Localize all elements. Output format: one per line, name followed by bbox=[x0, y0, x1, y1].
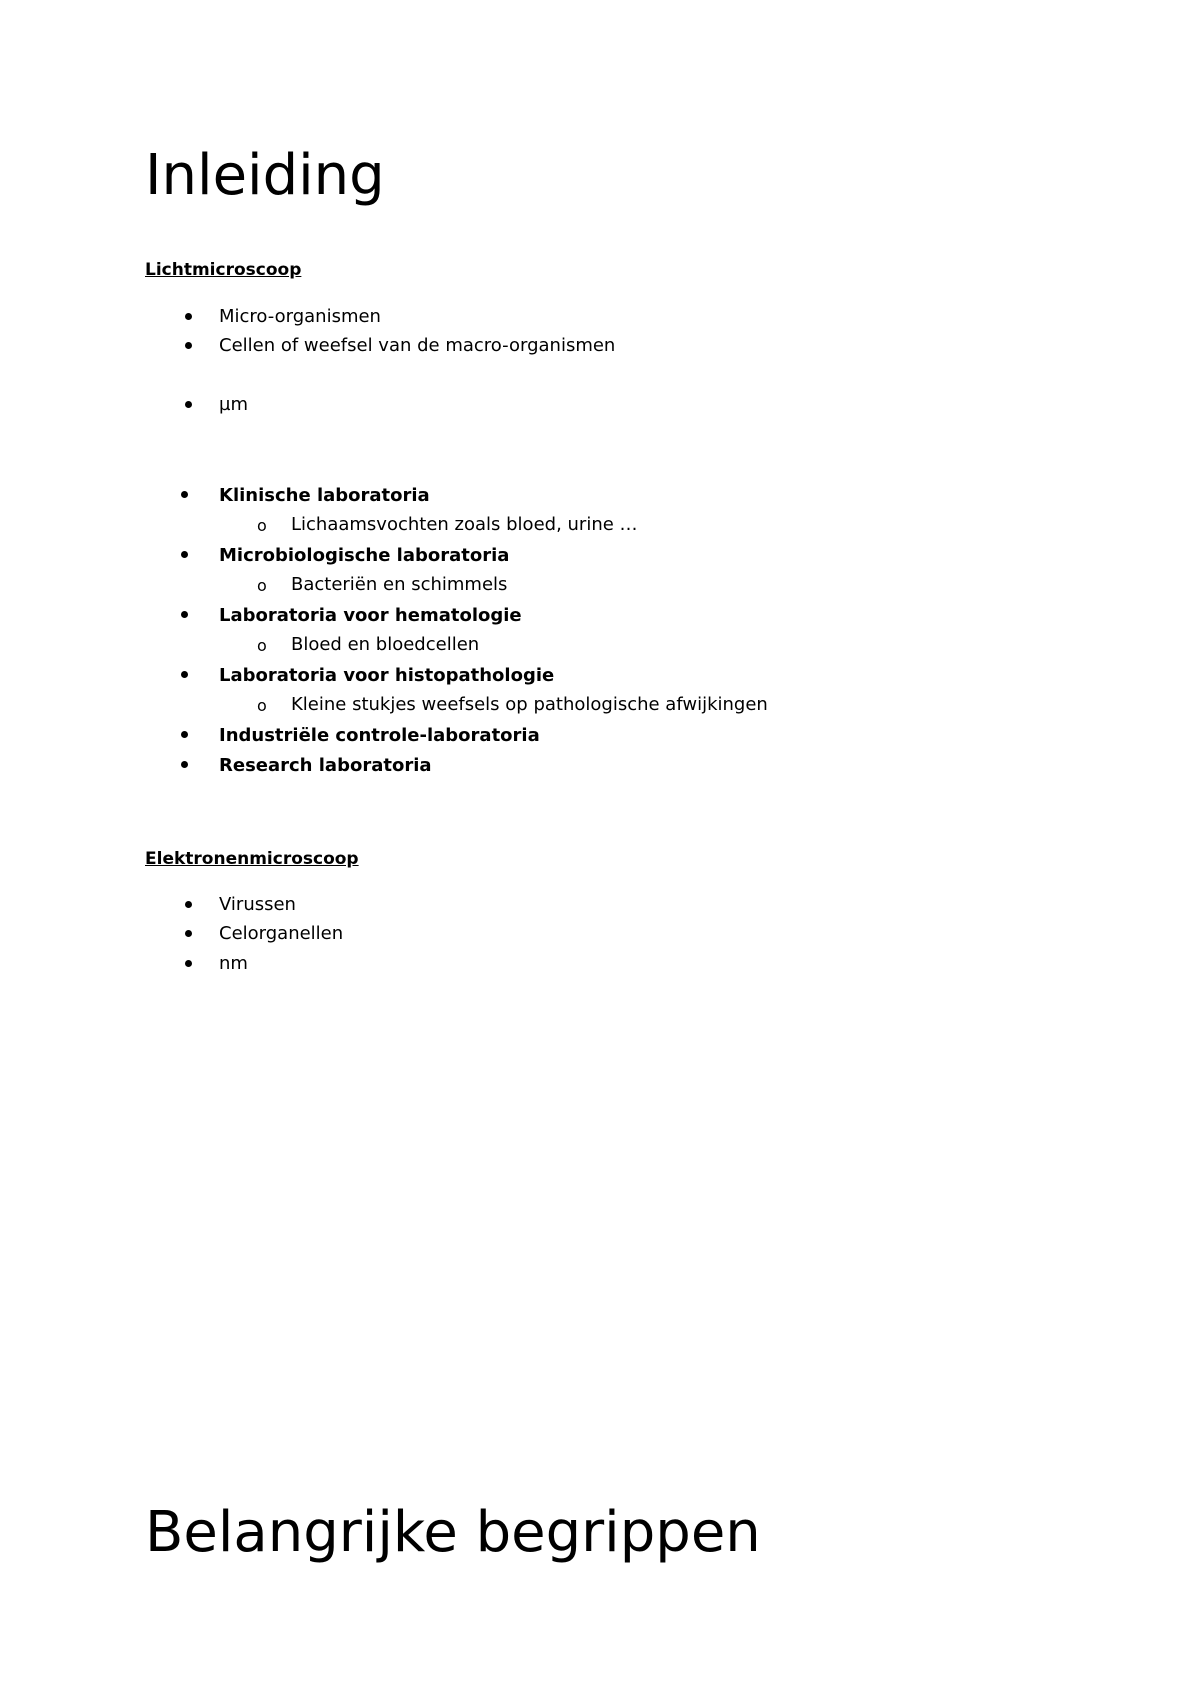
lab-item-histopathologie: Laboratoria voor histopathologie bbox=[219, 665, 555, 686]
lab-item-hematologie: Laboratoria voor hematologie bbox=[219, 605, 522, 626]
sub-bullet-icon: o bbox=[257, 516, 267, 535]
section-heading-lichtmicroscoop: Lichtmicroscoop bbox=[145, 260, 302, 280]
list-item: µm bbox=[219, 394, 248, 415]
bullet-icon bbox=[185, 313, 192, 320]
section-heading-elektronenmicroscoop: Elektronenmicroscoop bbox=[145, 849, 359, 869]
lab-item-research: Research laboratoria bbox=[219, 755, 432, 776]
list-item: Celorganellen bbox=[219, 923, 344, 944]
bullet-icon bbox=[185, 342, 192, 349]
bullet-icon bbox=[185, 960, 192, 967]
list-item: nm bbox=[219, 953, 248, 974]
bullet-icon bbox=[181, 491, 188, 498]
sub-bullet-icon: o bbox=[257, 576, 267, 595]
bullet-icon bbox=[181, 731, 188, 738]
list-item: Micro-organismen bbox=[219, 306, 381, 327]
list-item: Virussen bbox=[219, 894, 296, 915]
bullet-icon bbox=[185, 401, 192, 408]
bullet-icon bbox=[181, 551, 188, 558]
page-title: Inleiding bbox=[145, 143, 385, 208]
bullet-icon bbox=[181, 611, 188, 618]
sub-bullet-icon: o bbox=[257, 636, 267, 655]
bullet-icon bbox=[181, 671, 188, 678]
lab-subitem: Bloed en bloedcellen bbox=[291, 634, 480, 655]
lab-subitem: Bacteriën en schimmels bbox=[291, 574, 508, 595]
lab-item-industriele: Industriële controle-laboratoria bbox=[219, 725, 540, 746]
bullet-icon bbox=[181, 761, 188, 768]
lab-subitem: Lichaamsvochten zoals bloed, urine … bbox=[291, 514, 638, 535]
lab-item-klinische: Klinische laboratoria bbox=[219, 485, 430, 506]
bullet-icon bbox=[185, 930, 192, 937]
sub-bullet-icon: o bbox=[257, 696, 267, 715]
list-item: Cellen of weefsel van de macro-organismen bbox=[219, 335, 616, 356]
second-title: Belangrijke begrippen bbox=[145, 1500, 761, 1565]
lab-item-microbiologische: Microbiologische laboratoria bbox=[219, 545, 510, 566]
lab-subitem: Kleine stukjes weefsels op pathologische afwijkingen bbox=[291, 694, 768, 715]
bullet-icon bbox=[185, 901, 192, 908]
